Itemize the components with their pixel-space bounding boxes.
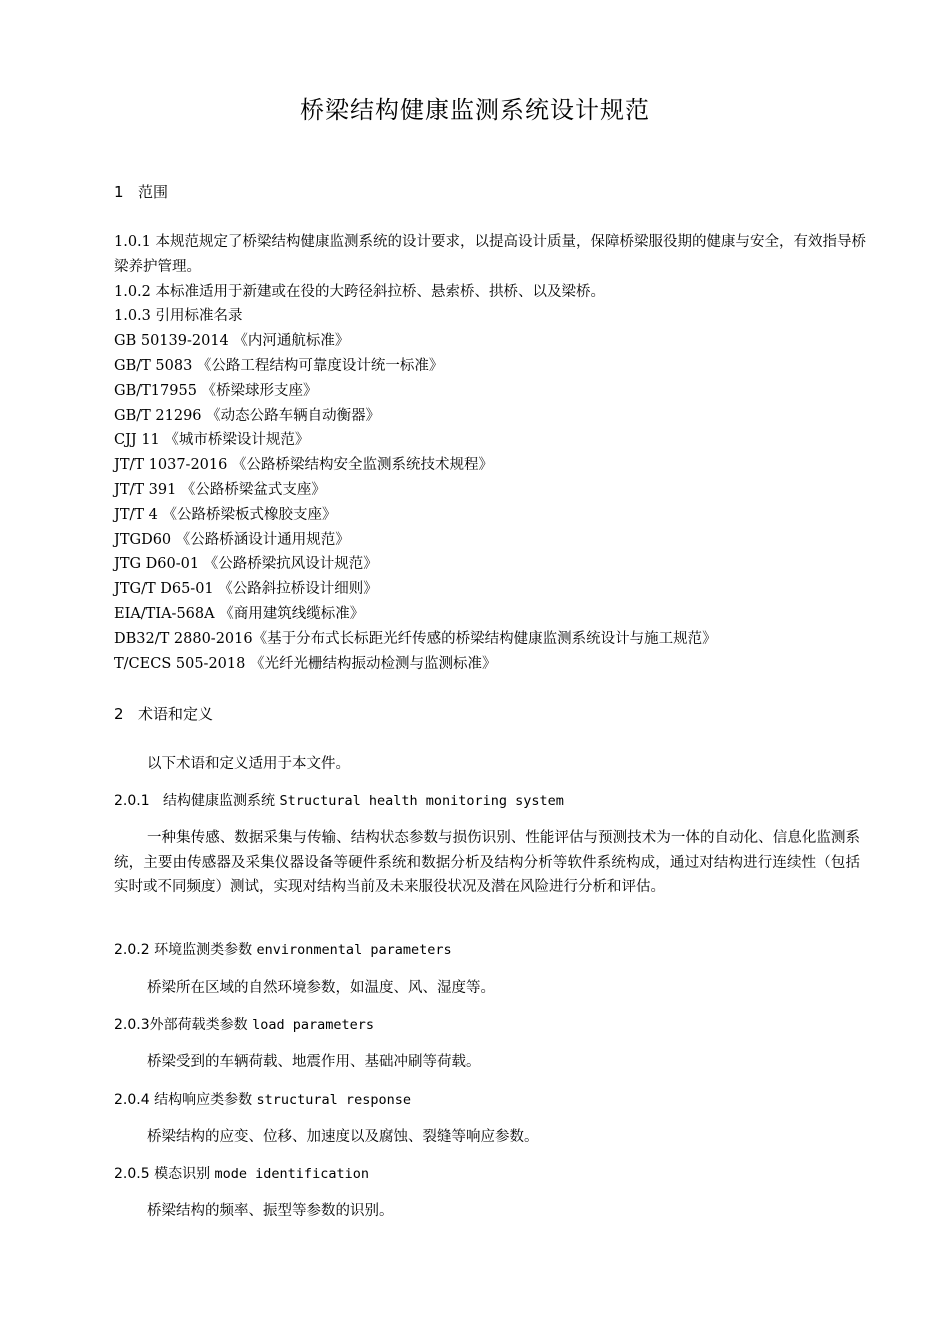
- term-2-0-2-definition: 桥梁所在区域的自然环境参数，如温度、风、湿度等。: [147, 980, 495, 996]
- clause-1-0-2: 1.0.2 本标准适用于新建或在役的大跨径斜拉桥、悬索桥、拱桥、以及梁桥。: [114, 283, 606, 300]
- term-number: 2.0.4: [114, 1092, 150, 1108]
- reference-item: EIA/TIA-568A 《商用建筑线缆标准》: [114, 605, 365, 622]
- term-number: 2.0.2: [114, 942, 150, 958]
- term-english: Structural health monitoring system: [279, 793, 564, 809]
- term-2-0-4-heading: [114, 1090, 411, 1110]
- section-number: 2: [114, 705, 124, 723]
- reference-item: GB 50139-2014 《内河通航标准》: [114, 333, 350, 350]
- term-2-0-4-definition: 桥梁结构的应变、位移、加速度以及腐蚀、裂缝等响应参数。: [147, 1129, 539, 1145]
- term-number: 2.0.3: [114, 1017, 150, 1033]
- term-name: 环境监测类参数: [154, 942, 253, 958]
- term-english: load parameters: [252, 1017, 374, 1033]
- section-1-body: [114, 230, 874, 676]
- section-title: 范围: [138, 183, 169, 201]
- section-number: 1: [114, 183, 124, 201]
- section-2-heading: [114, 704, 213, 724]
- clause-1-0-1: 1.0.1 本规范规定了桥梁结构健康监测系统的设计要求，以提高设计质量，保障桥梁服役期的健康与安全，有效指导桥梁养护管理。: [114, 234, 866, 275]
- reference-item: JT/T 391 《公路桥梁盆式支座》: [114, 481, 326, 498]
- term-2-0-1-definition: 一种集传感、数据采集与传输、结构状态参数与损伤识别、性能评估与预测技术为一体的自动化、信息化监测系统，主要由传感器及采集仪器设备等硬件系统和数据分析及结构分析等软件系统构成，通过对结构进行连续性（包括实时或不同频度）测试，实现对结构当前及未来服役状况及潜在风险进行分析和评估。: [114, 830, 860, 895]
- term-2-0-1-heading: [114, 791, 564, 811]
- section-1-heading: [114, 182, 168, 202]
- term-2-0-3-definition: 桥梁受到的车辆荷载、地震作用、基础冲刷等荷载。: [147, 1054, 481, 1070]
- term-2-0-3-heading: [114, 1015, 374, 1035]
- term-2-0-2-heading: [114, 940, 452, 960]
- term-2-0-5-heading: [114, 1164, 369, 1184]
- term-number: 2.0.5: [114, 1166, 150, 1182]
- term-name: 结构健康监测系统: [162, 793, 275, 809]
- reference-item: JTG D60-01 《公路桥梁抗风设计规范》: [114, 556, 378, 573]
- reference-item: GB/T17955 《桥梁球形支座》: [114, 382, 318, 399]
- reference-item: JTG/T D65-01 《公路斜拉桥设计细则》: [114, 581, 378, 598]
- reference-item: JT/T 4 《公路桥梁板式橡胶支座》: [114, 506, 337, 523]
- term-2-0-5-definition: 桥梁结构的频率、振型等参数的识别。: [147, 1203, 394, 1219]
- section-2-intro: 以下术语和定义适用于本文件。: [147, 756, 350, 772]
- term-name: 外部荷载类参数: [149, 1017, 248, 1033]
- reference-item: GB/T 21296 《动态公路车辆自动衡器》: [114, 407, 381, 424]
- reference-item: CJJ 11 《城市桥梁设计规范》: [114, 432, 310, 449]
- term-name: 结构响应类参数: [154, 1092, 253, 1108]
- term-english: structural response: [256, 1092, 411, 1108]
- term-name: 模态识别: [154, 1166, 211, 1182]
- section-title: 术语和定义: [138, 705, 214, 723]
- reference-item: DB32/T 2880-2016《基于分布式长标距光纤传感的桥梁结构健康监测系统设计与施工规范》: [114, 630, 717, 647]
- reference-item: JT/T 1037-2016 《公路桥梁结构安全监测系统技术规程》: [114, 457, 493, 474]
- document-title: 桥梁结构健康监测系统设计规范: [300, 96, 650, 124]
- term-english: mode identification: [214, 1166, 369, 1182]
- reference-item: GB/T 5083 《公路工程结构可靠度设计统一标准》: [114, 357, 444, 374]
- clause-1-0-3: 1.0.3 引用标准名录: [114, 308, 243, 325]
- term-english: environmental parameters: [256, 942, 452, 958]
- reference-item: JTGD60 《公路桥涵设计通用规范》: [114, 531, 350, 548]
- term-number: 2.0.1: [114, 793, 150, 809]
- reference-item: T/CECS 505-2018 《光纤光栅结构振动检测与监测标准》: [114, 655, 497, 672]
